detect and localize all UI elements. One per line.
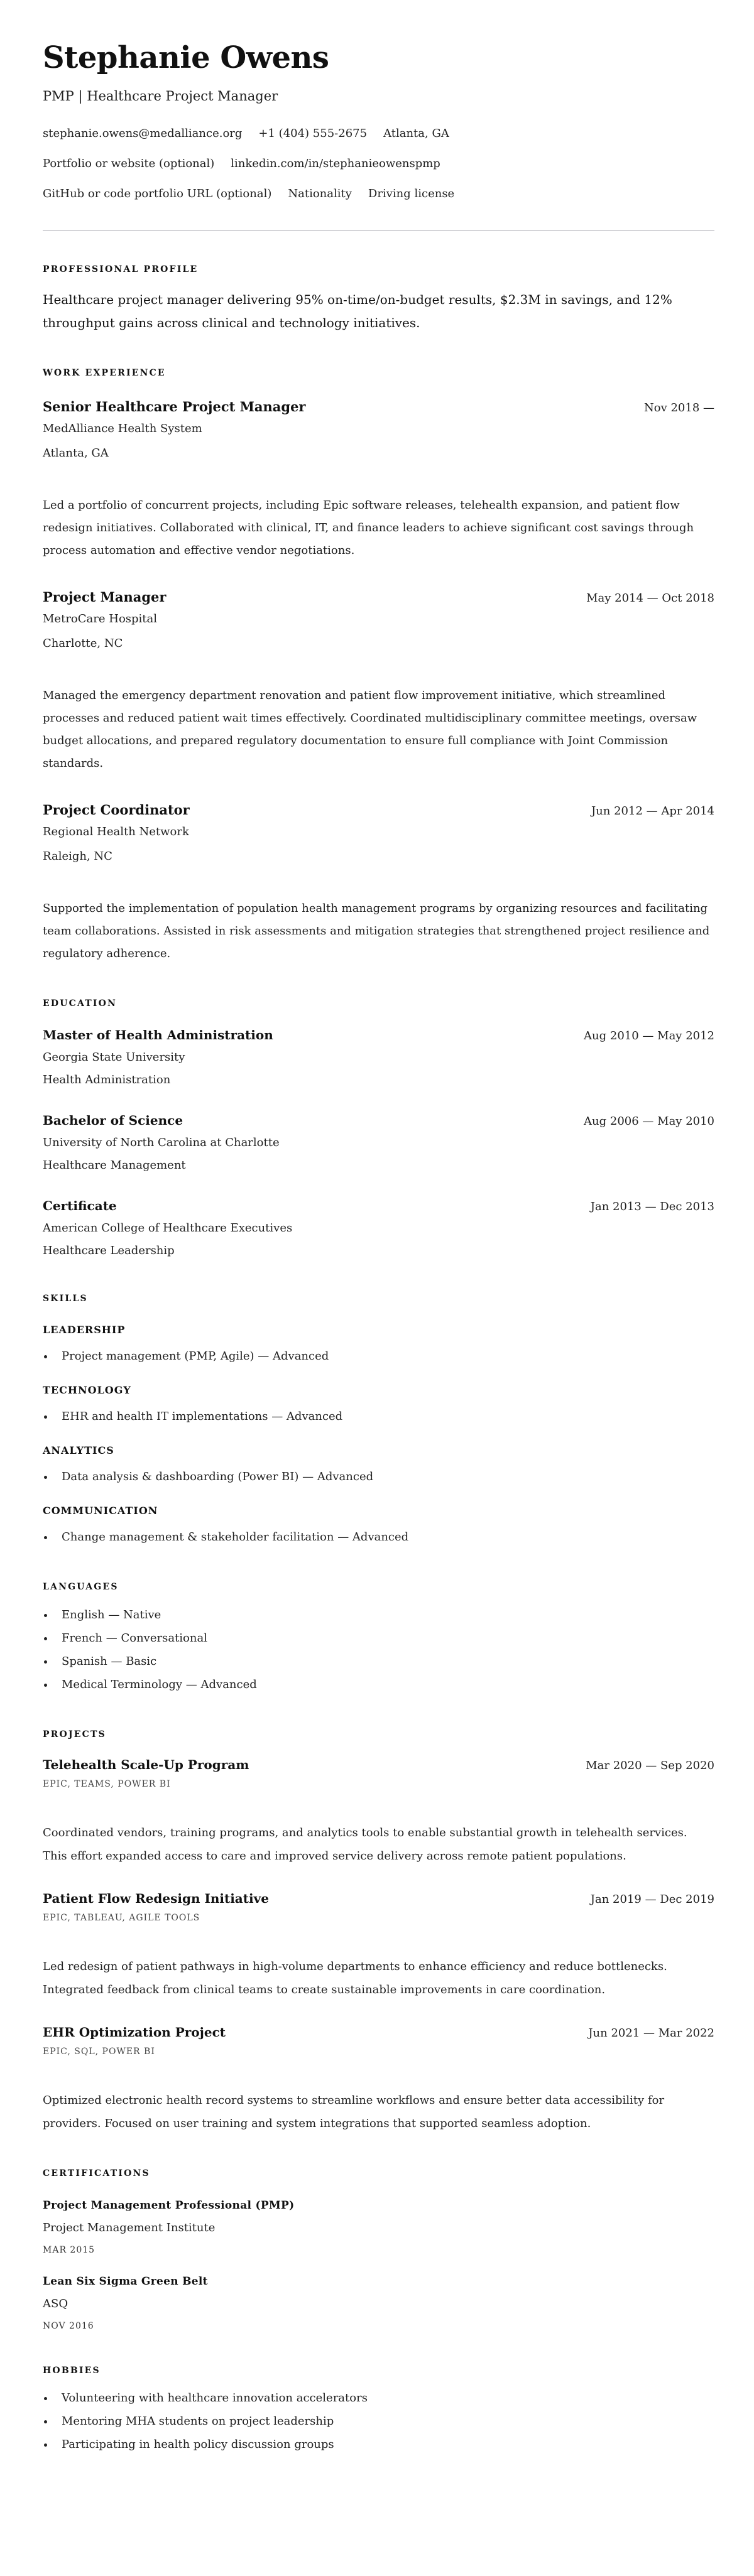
job-title: Project Coordinator [43, 802, 190, 818]
skill-item: Project management (PMP, Agile) — Advanced [43, 1345, 714, 1368]
candidate-subtitle: PMP | Healthcare Project Manager [43, 89, 278, 104]
company-name: MetroCare Hospital [43, 612, 158, 625]
skills-section [43, 1292, 714, 1549]
work-entry [43, 801, 714, 965]
language-item: English — Native [43, 1603, 714, 1626]
languages-section [43, 1581, 714, 1696]
contact-row [43, 149, 714, 179]
certification-issuer: Project Management Institute [43, 2221, 216, 2234]
degree-title: Master of Health Administration [43, 1027, 273, 1042]
project-title: Patient Flow Redesign Initiative [43, 1891, 269, 1906]
projects-section [43, 1728, 714, 2135]
job-dates: Jun 2012 — Apr 2014 [591, 804, 714, 818]
certification-issuer: ASQ [43, 2297, 68, 2310]
field-of-study: Healthcare Leadership [43, 1244, 175, 1257]
certification-date: MAR 2015 [43, 2245, 96, 2255]
skill-list [43, 1345, 714, 1368]
work-entry-header [43, 588, 714, 608]
hobbies-section [43, 2364, 714, 2456]
project-dates: Jan 2019 — Dec 2019 [590, 1893, 714, 1906]
skill-group-heading: COMMUNICATION [43, 1505, 158, 1517]
job-description: Supported the implementation of population health management programs by organizing resources and facilitating team collaborations. Assisted in risk assessments and mitigation strategies that strengthened project resilience and regulatory adherence. [43, 902, 710, 960]
profile-summary: Healthcare project manager delivering 95% on-time/on-budget results, $2.3M in savings, and 12% throughput gains across clinical and technology initiatives. [43, 292, 672, 330]
project-entry [43, 1755, 714, 1868]
project-tools: EPIC, TABLEAU, AGILE TOOLS [43, 1913, 200, 1923]
contact-row [43, 179, 714, 209]
project-dates: Mar 2020 — Sep 2020 [586, 1759, 714, 1772]
project-entry-header [43, 2023, 714, 2043]
contact-item: GitHub or code portfolio URL (optional) [43, 187, 272, 200]
contact-item: +1 (404) 555-2675 [258, 127, 368, 140]
candidate-name: Stephanie Owens [43, 40, 329, 75]
project-title: Telehealth Scale-Up Program [43, 1757, 249, 1772]
project-tools: EPIC, TEAMS, POWER BI [43, 1779, 171, 1789]
education-section [43, 997, 714, 1260]
certification-title: Project Management Professional (PMP) [43, 2199, 295, 2212]
degree-title: Bachelor of Science [43, 1113, 183, 1128]
skill-list [43, 1405, 714, 1428]
job-location: Raleigh, NC [43, 850, 112, 863]
section-heading: HOBBIES [43, 2366, 101, 2376]
field-of-study: Healthcare Management [43, 1159, 186, 1172]
work-experience-section [43, 367, 714, 965]
skill-item: EHR and health IT implementations — Advanced [43, 1405, 714, 1428]
job-title: Project Manager [43, 589, 167, 605]
section-heading: PROJECTS [43, 1729, 106, 1740]
language-list [43, 1603, 714, 1696]
contact-item: Nationality [288, 187, 352, 200]
language-item: Medical Terminology — Advanced [43, 1673, 714, 1696]
education-entry-header [43, 1111, 714, 1131]
company-name: Regional Health Network [43, 825, 189, 838]
profile-section [43, 263, 714, 335]
skill-item: Data analysis & dashboarding (Power BI) — Advanced [43, 1465, 714, 1488]
certification-entry [43, 2273, 714, 2332]
field-of-study: Health Administration [43, 1073, 171, 1086]
contact-item: Portfolio or website (optional) [43, 157, 215, 170]
language-item: Spanish — Basic [43, 1650, 714, 1673]
project-entry-header [43, 1755, 714, 1775]
job-description: Led a portfolio of concurrent projects, including Epic software releases, telehealth expansion, and patient flow redesign initiatives. Collaborated with clinical, IT, and finance leaders to achieve significant cost savings through process automation and effective vendor negotiations. [43, 499, 694, 557]
education-entry [43, 1196, 714, 1260]
skill-list [43, 1525, 714, 1549]
language-item: French — Conversational [43, 1626, 714, 1650]
contact-item: Driving license [368, 187, 455, 200]
certification-date: NOV 2016 [43, 2321, 94, 2331]
school-name: University of North Carolina at Charlotte [43, 1136, 280, 1149]
skill-group-heading: ANALYTICS [43, 1444, 114, 1456]
skill-item: Change management & stakeholder facilitation — Advanced [43, 1525, 714, 1549]
job-location: Atlanta, GA [43, 446, 109, 460]
education-dates: Jan 2013 — Dec 2013 [590, 1200, 714, 1213]
school-name: Georgia State University [43, 1051, 185, 1064]
work-entry [43, 398, 714, 562]
resume-header [43, 40, 714, 209]
hobby-list [43, 2386, 714, 2456]
contact-item: Atlanta, GA [383, 127, 449, 140]
contact-item: stephanie.owens@medalliance.org [43, 127, 243, 140]
contact-info [43, 119, 714, 209]
hobby-item: Mentoring MHA students on project leadership [43, 2410, 714, 2433]
education-entry [43, 1111, 714, 1175]
section-heading: WORK EXPERIENCE [43, 368, 166, 378]
job-location: Charlotte, NC [43, 637, 123, 650]
job-dates: May 2014 — Oct 2018 [586, 592, 714, 605]
project-tools: EPIC, SQL, POWER BI [43, 2047, 155, 2057]
project-description: Optimized electronic health record systems to streamline workflows and ensure better data accessibility for providers. Focused on user training and system integrations that supported seamless adoption. [43, 2094, 665, 2130]
contact-row [43, 119, 714, 149]
work-entry-header [43, 398, 714, 418]
section-heading: SKILLS [43, 1294, 88, 1304]
project-entry [43, 1889, 714, 2001]
job-title: Senior Healthcare Project Manager [43, 399, 306, 414]
certification-title: Lean Six Sigma Green Belt [43, 2275, 208, 2288]
work-entry-header [43, 801, 714, 821]
section-heading: LANGUAGES [43, 1582, 119, 1592]
certification-entry [43, 2197, 714, 2256]
section-heading: PROFESSIONAL PROFILE [43, 264, 199, 274]
header-divider [43, 230, 714, 231]
skill-group-heading: TECHNOLOGY [43, 1384, 131, 1396]
hobby-item: Participating in health policy discussion groups [43, 2433, 714, 2456]
project-title: EHR Optimization Project [43, 2025, 226, 2040]
skill-list [43, 1465, 714, 1488]
education-entry-header [43, 1026, 714, 1046]
project-description: Led redesign of patient pathways in high-volume departments to enhance efficiency and reduce bottlenecks. Integrated feedback from clinical teams to create sustainable improvements in care coordination. [43, 1960, 667, 1996]
project-description: Coordinated vendors, training programs, and analytics tools to enable substantial growth in telehealth services. This effort expanded access to care and improved service delivery across remote patient populations. [43, 1826, 687, 1863]
section-heading: EDUCATION [43, 998, 117, 1009]
section-heading: CERTIFICATIONS [43, 2168, 150, 2178]
school-name: American College of Healthcare Executives [43, 1221, 293, 1235]
degree-title: Certificate [43, 1198, 117, 1213]
job-description: Managed the emergency department renovation and patient flow improvement initiative, which streamlined processes and reduced patient wait times effectively. Coordinated multidisciplinary committee meetings, oversaw budget allocations, and prepared regulatory documentation to ensure full compliance with Joint Commission standards. [43, 689, 697, 770]
project-entry-header [43, 1889, 714, 1909]
contact-item: linkedin.com/in/stephanieowenspmp [231, 157, 440, 170]
education-entry-header [43, 1196, 714, 1216]
certifications-section [43, 2167, 714, 2332]
project-dates: Jun 2021 — Mar 2022 [588, 2027, 714, 2040]
company-name: MedAlliance Health System [43, 422, 202, 435]
hobby-item: Volunteering with healthcare innovation accelerators [43, 2386, 714, 2410]
education-dates: Aug 2006 — May 2010 [584, 1115, 714, 1128]
education-entry [43, 1026, 714, 1090]
job-dates: Nov 2018 — [643, 401, 714, 414]
project-entry [43, 2023, 714, 2135]
work-entry [43, 588, 714, 775]
skill-group-heading: LEADERSHIP [43, 1324, 126, 1336]
education-dates: Aug 2010 — May 2012 [584, 1029, 714, 1042]
